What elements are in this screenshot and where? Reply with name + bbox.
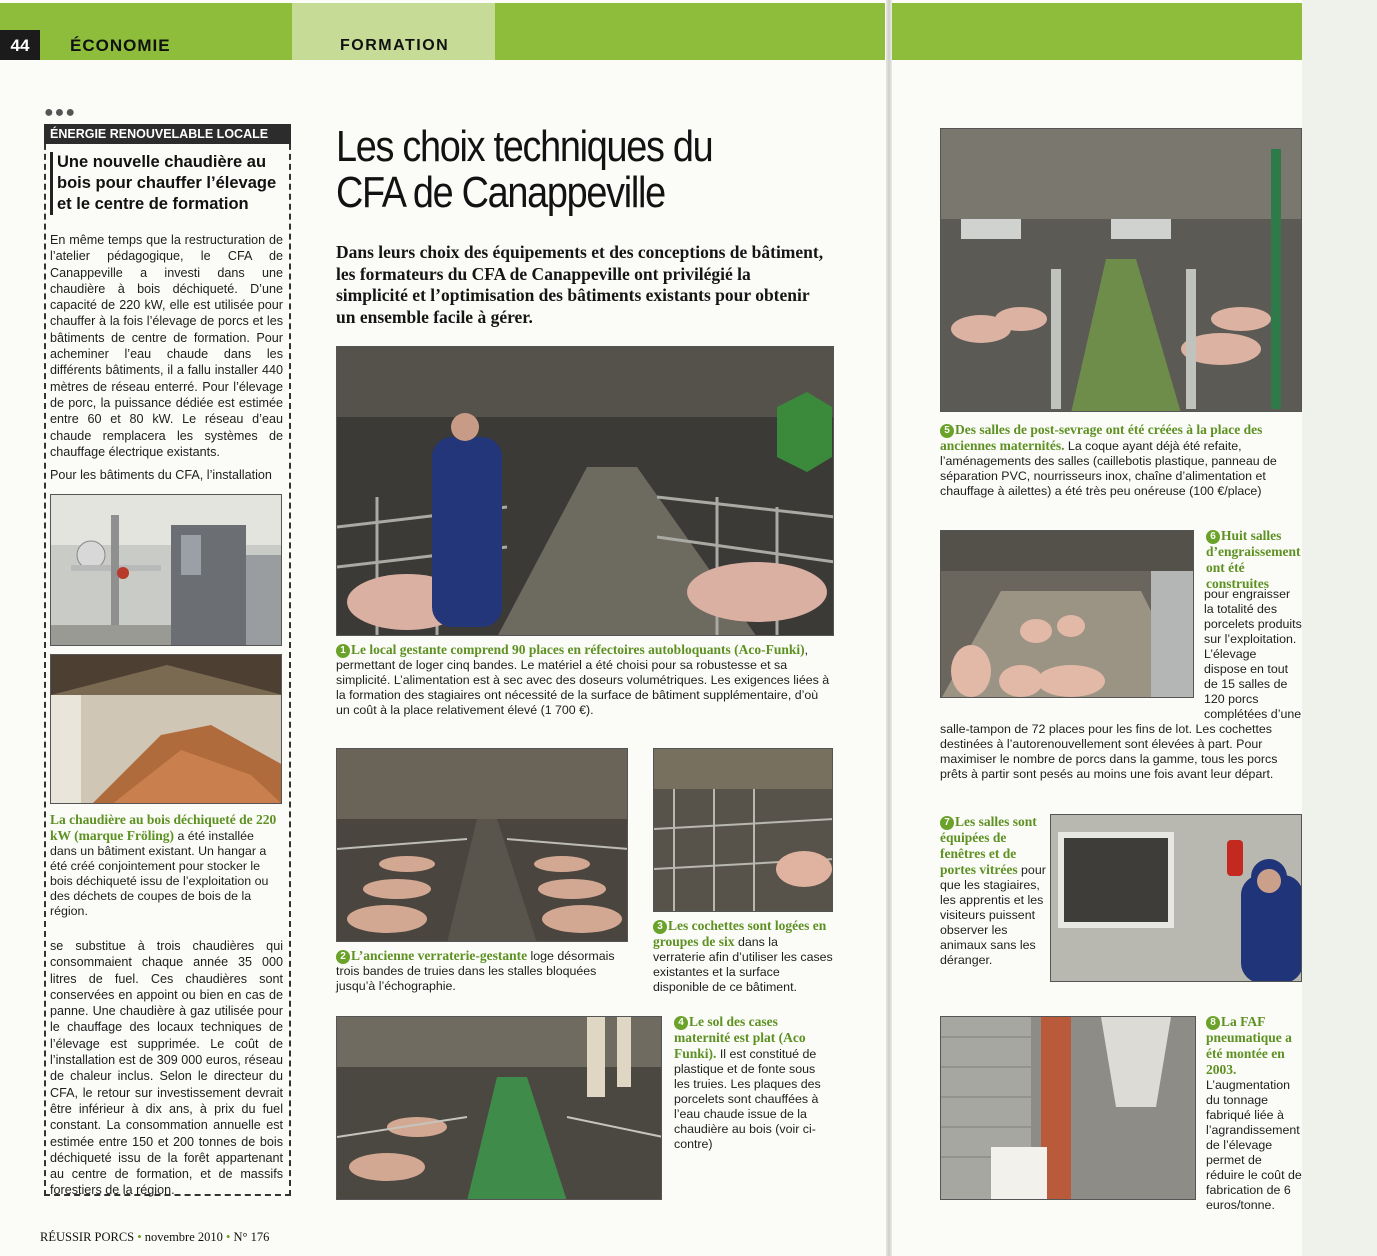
- post-weaning-rooms-photo: [940, 128, 1302, 412]
- pneumatic-feed-mill-photo: [940, 1016, 1196, 1200]
- sidebar-paragraph-3: se substitue à trois chaudières qui consommaient chaque année 35 000 litres de fuel. Ces chaudières sont conservées en appoint ou bien en cas de panne. Une chaudière à gaz utilisée pour le chauffage des locaux techniques de l’élevage est supprimée. Le coût de l’installation est de 309 000 euros, réseau de chaleur inclus. Selon le directeur du CFA, le retour sur investissement devrait être inférieur à dix ans, à prix du fuel constant. La consommation annuelle est estimée entre 150 et 200 tonnes de bois déchiqueté issu de la forêt appartenant au centre de formation, et de massifs forestiers de la région.: [50, 939, 283, 1198]
- caption-8-number: 8: [1206, 1016, 1220, 1030]
- caption-3: [653, 918, 833, 995]
- caption-2-lead: L’ancienne verraterie-gestante: [351, 948, 528, 963]
- article-lead: Dans leurs choix des équipements et des conceptions de bâtiment, les formateurs du CFA de Canappeville ont privilégié la simplicité et l’optimisation des bâtiments existants pour obtenir un ensemble facile à gérer.: [336, 242, 824, 327]
- farrowing-pens-photo: [336, 1016, 662, 1200]
- glazed-window-photo: [1050, 814, 1302, 982]
- footer: [40, 1230, 269, 1245]
- caption-1-lead: Le local gestante comprend 90 places en réfectoires autobloquants (Aco-Funki): [351, 642, 805, 657]
- caption-6-photo-spacer: [940, 586, 1204, 712]
- caption-1: [336, 642, 831, 718]
- caption-1-number: 1: [336, 644, 350, 658]
- footer-separator-2: •: [226, 1230, 231, 1244]
- sidebar-kicker: ÉNERGIE RENOUVELABLE LOCALE: [44, 124, 291, 144]
- caption-5-number: 5: [940, 424, 954, 438]
- caption-8: [1206, 1014, 1302, 1213]
- caption-6-text: pour engraisser la totalité des porcelets produits sur l’exploitation. L’élevage dispose en tout de 15 salles de 120 porcs complétées d’une salle-tampon de 72 places pour les fins de lot. Les cochettes destinées à l’autorenouvellement sont élevées à part. Pour maximiser le nombre de porcs dans la gamme, tous les porcs prêts à partir sont pesés au moins une fois avant leur départ.: [940, 587, 1302, 781]
- page-gutter: [886, 0, 892, 1256]
- sidebar-paragraph-2: Pour les bâtiments du CFA, l’installation: [50, 468, 272, 482]
- caption-5-text: La coque ayant déjà été refaite, l’aménagements des salles (caillebotis plastique, panneau de séparation PVC, nourrisseurs inox, chaîne d’alimentation et chauffage à ailettes) a été très peu onéreuse (100 €/place): [940, 439, 1277, 498]
- caption-4: [674, 1014, 834, 1152]
- article-title: Les choix techniques du CFA de Canappeville: [336, 122, 713, 217]
- caption-6-number: 6: [1206, 530, 1220, 544]
- caption-2-number: 2: [336, 950, 350, 964]
- caption-4-number: 4: [674, 1016, 688, 1030]
- caption-3-text: dans la verraterie afin d’utiliser les cases existantes et la surface disponible de ce bâtiment.: [653, 935, 833, 994]
- section-label: ÉCONOMIE: [70, 36, 171, 55]
- boiler-photo: [50, 494, 282, 646]
- old-farrowing-gestation-photo: [336, 748, 628, 942]
- caption-7-lead: Les salles sont équipées de fenêtres et de portes vitrées: [940, 814, 1037, 877]
- caption-5: [940, 422, 1300, 499]
- caption-4-text: Il est constitué de plastique et de fonte sous les truies. Les plaques des porcelets sont chauffées à l’eau chaude issue de la chaudière au bois (voir ci-contre): [674, 1047, 821, 1151]
- sidebar-title: Une nouvelle chaudière au bois pour chauffer l’élevage et le centre de formation: [50, 152, 288, 215]
- caption-5-lead: Des salles de post-sevrage ont été créées à la place des anciennes maternités.: [940, 422, 1263, 453]
- sidebar-caption-text: a été installée dans un bâtiment existant. Un hangar a été créé conjointement pour stocker le bois déchiqueté issu de l’exploitation ou des déchets de coupes de bois de la région.: [50, 829, 269, 918]
- header-band-right: [495, 3, 885, 60]
- caption-8-text: L’augmentation du tonnage fabriqué liée à l’agrandissement de l’élevage permet de réduire le coût de fabrication de 6 euros/tonne.: [1206, 1078, 1302, 1212]
- footer-magazine: RÉUSSIR PORCS: [40, 1230, 135, 1244]
- caption-7-text: pour que les stagiaires, les apprentis et les visiteurs puissent observer les animaux sans les déranger.: [940, 863, 1046, 967]
- page-number: 44: [0, 30, 40, 60]
- caption-3-lead: Les cochettes sont logées en groupes de six: [653, 918, 827, 949]
- caption-6-body: [940, 586, 1302, 808]
- sidebar-caption-lead: La chaudière au bois déchiqueté de 220 kW (marque Fröling): [50, 812, 277, 843]
- footer-issue: N° 176: [233, 1230, 270, 1244]
- caption-6-lead: Huit salles d’engraissement ont été construites: [1206, 528, 1301, 591]
- caption-2-text: loge désormais trois bandes de truies dans les stalles bloquées jusqu’à l’échographie.: [336, 949, 615, 993]
- caption-2: [336, 948, 628, 994]
- wood-chip-hangar-photo: [50, 654, 282, 804]
- footer-separator-1: •: [137, 1230, 142, 1244]
- caption-7: [940, 814, 1046, 968]
- sidebar-photo-caption: [50, 812, 280, 919]
- gestating-sows-photo: [336, 346, 834, 636]
- header-band-facing-page: [892, 3, 1302, 60]
- footer-date: novembre 2010: [144, 1230, 223, 1244]
- caption-4-lead: Le sol des cases maternité est plat (Aco Funki).: [674, 1014, 806, 1061]
- caption-8-lead: La FAF pneumatique a été montée en 2003.: [1206, 1014, 1292, 1077]
- section-dots: ●●●: [44, 104, 76, 121]
- facing-page-edge: [1302, 0, 1377, 1256]
- sidebar-paragraph-1: En même temps que la restructuration de l’atelier pédagogique, le CFA de Canappeville a investi dans une chaudière à bois déchiqueté. D’une capacité de 220 kW, elle est utilisée pour chauffer à la fois l’élevage de porcs et les bâtiments de centre de formation. Pour acheminer l’eau chaude dans les différents bâtiments, il a fallu installer 440 mètres de réseau enterré. Pour l’élevage de porc, la puissance dédiée est estimée entre 60 et 80 kW. Le réseau d’eau chaude remplacera les systèmes de chauffage électrique existants.: [50, 233, 283, 459]
- caption-6: [1206, 528, 1302, 592]
- caption-3-number: 3: [653, 920, 667, 934]
- rubric-label: FORMATION: [340, 37, 450, 54]
- caption-1-text: , permettant de loger cinq bandes. Le matériel a été choisi pour sa robustesse et sa simplicité. L’alimentation est à sec avec des doseurs volumétriques. Les exigences liées à la formation des stagiaires ont nécessité de la surface de bâtiment supplémentaire, d’où un coût à la place relativement élevé (1 700 €).: [336, 643, 830, 717]
- gilts-group-photo: [653, 748, 833, 912]
- caption-7-number: 7: [940, 816, 954, 830]
